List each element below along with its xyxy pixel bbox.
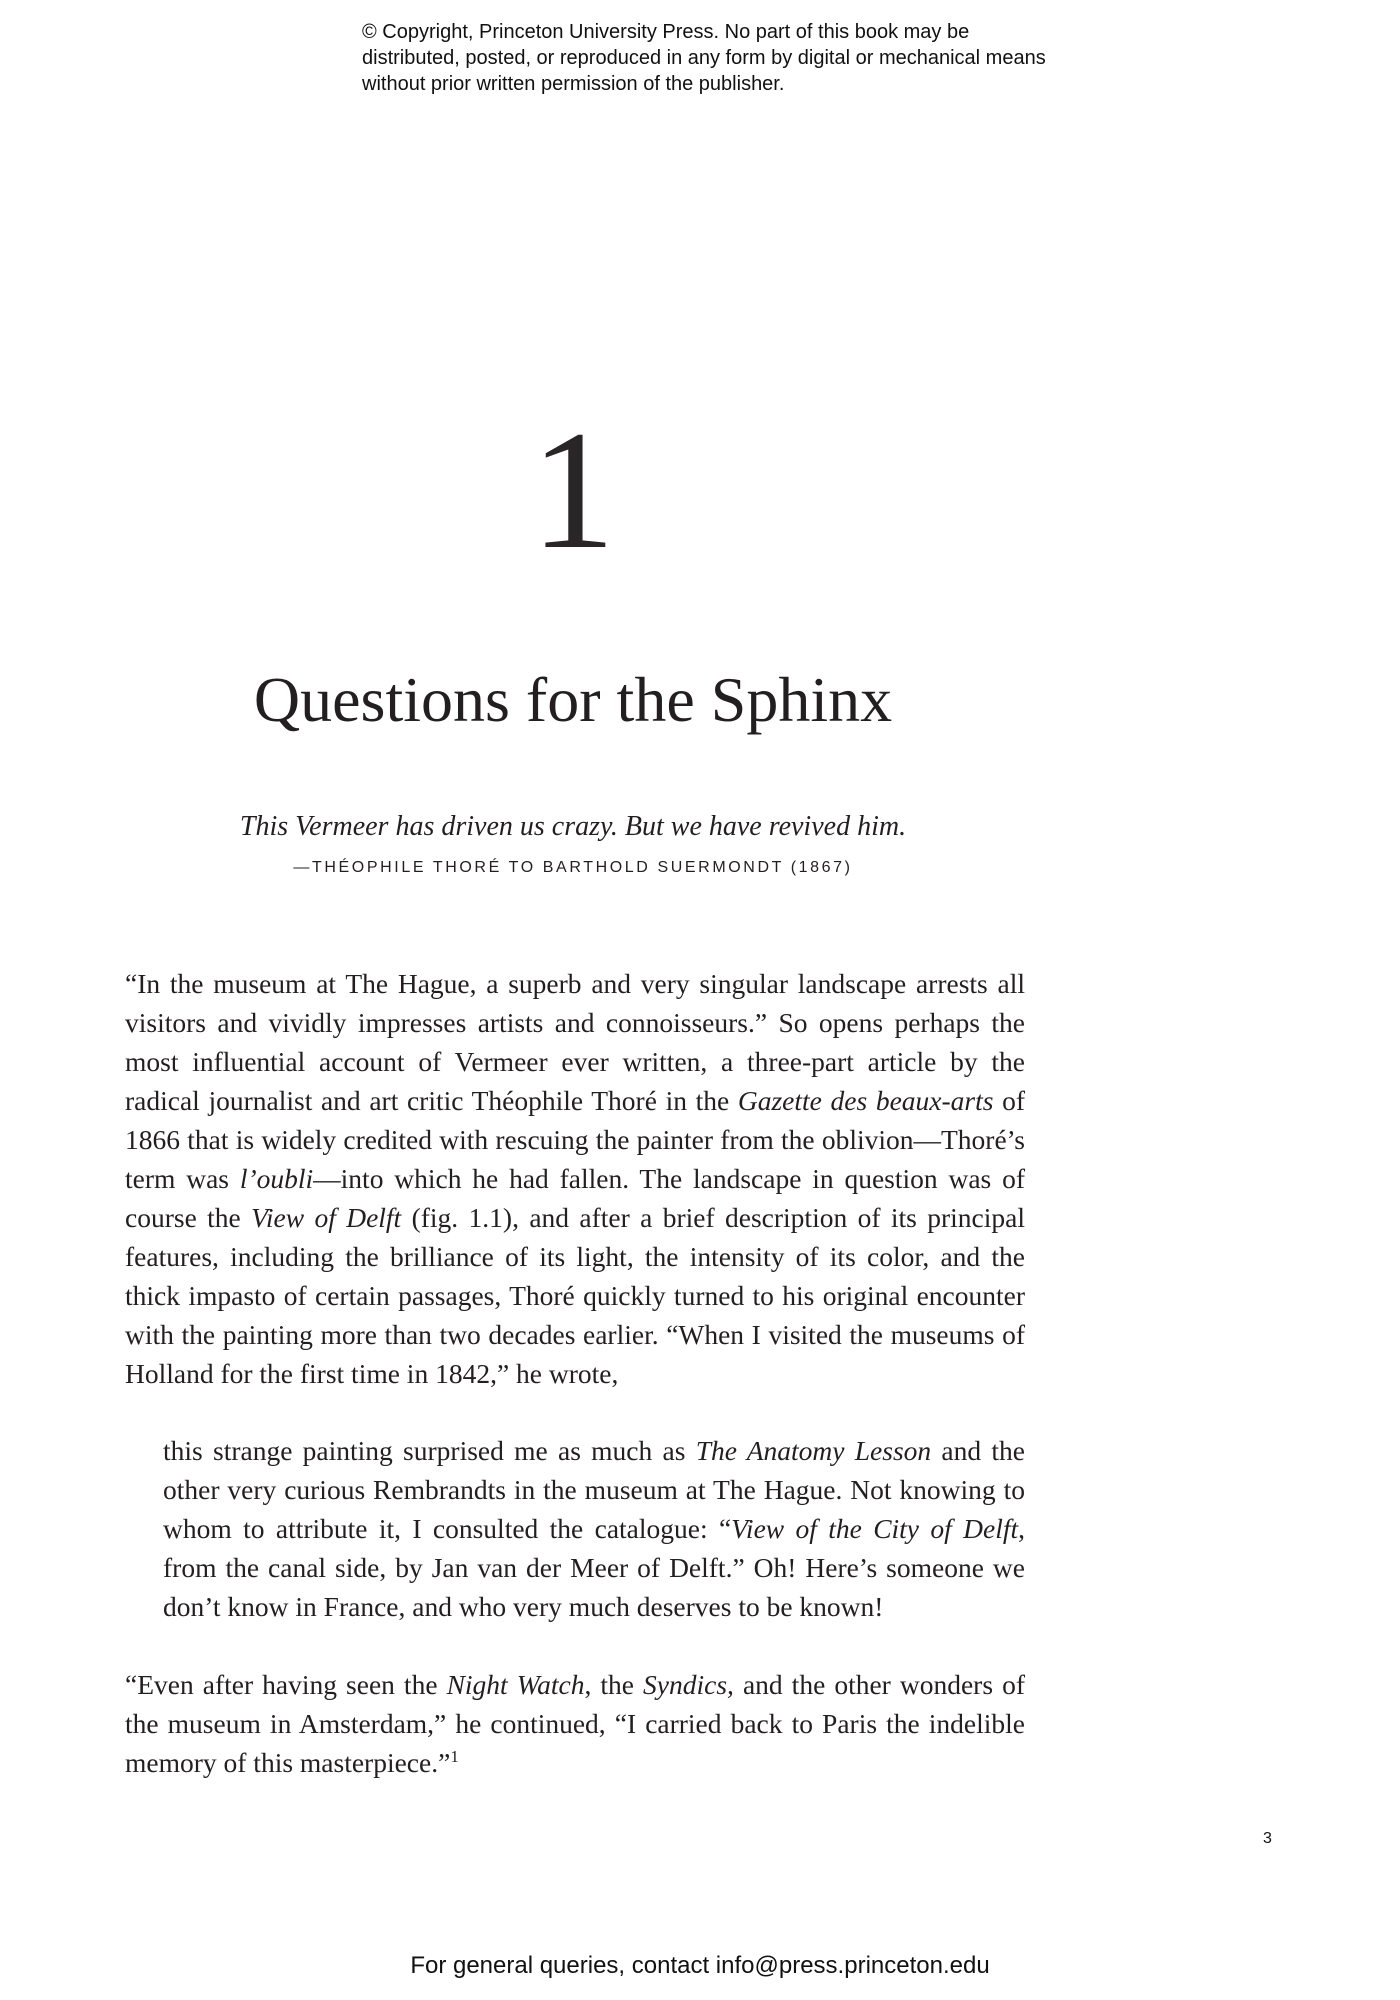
body-paragraph bbox=[125, 1665, 1025, 1782]
page-number: 3 bbox=[1263, 1830, 1272, 1847]
text-run: and the other wonders of the museum in Amsterdam,” he continued, “I carried back to Paris the indelible memory of this masterpiece.” bbox=[125, 1669, 1025, 1778]
text-run: —into which he had fallen. The landscape in question was of course the bbox=[125, 1163, 1025, 1233]
epigraph-quote: This Vermeer has driven us crazy. But we have revived him. bbox=[239, 811, 907, 842]
body-paragraph bbox=[125, 964, 1025, 1393]
text-run: (fig. 1.1), and after a brief description of its principal features, including the brilliance of its light, the intensity of its color, and the thick impasto of certain passages, Thoré quickly turned to his original encounter with the painting more than two decades earlier. “When I visited the museums of Holland for the first time in 1842,” he wrote, bbox=[125, 1202, 1025, 1389]
copyright-notice: © Copyright, Princeton University Press. No part of this book may be distributed, posted, or reproduced in any form by digital or mechanical means without prior written permission of the publisher. bbox=[362, 21, 1046, 95]
italic-title: View of the City of Delft bbox=[731, 1513, 1019, 1544]
text-run: this strange painting surprised me as much as bbox=[163, 1435, 696, 1466]
footer-contact: For general queries, contact info@press.princeton.edu bbox=[410, 1952, 990, 1979]
text-run: , from the canal side, by Jan van der Meer of Delft.” Oh! Here’s someone we don’t know in France, and who very much deserves to be known! bbox=[163, 1513, 1025, 1622]
text-run: of 1866 that is widely credited with rescuing the painter from the oblivion—Thoré’s term was bbox=[125, 1085, 1025, 1194]
italic-title: The Anatomy Lesson bbox=[695, 1435, 932, 1466]
chapter-title: Questions for the Sphinx bbox=[253, 664, 893, 735]
italic-title: View of Delft bbox=[251, 1202, 402, 1233]
text-run: and the other very curious Rembrandts in the museum at The Hague. Not knowing to whom to attribute it, I consulted the catalogue: “ bbox=[163, 1435, 1025, 1544]
epigraph bbox=[0, 807, 1146, 879]
italic-title: Gazette des beaux-arts bbox=[737, 1085, 994, 1116]
italic-title: Syndics, bbox=[643, 1669, 734, 1700]
text-run: “In the museum at The Hague, a superb and very singular landscape arrests all visitors and vividly impresses artists and connoisseurs.” So opens perhaps the most influential account of Vermeer ever written, a three-part article by the radical journalist and art critic Théophile Thoré in the bbox=[125, 968, 1025, 1116]
text-run: “Even after having seen the bbox=[125, 1669, 447, 1700]
block-quote bbox=[163, 1431, 1025, 1626]
chapter-number: 1 bbox=[530, 396, 616, 584]
footnote-reference[interactable]: 1 bbox=[450, 1746, 459, 1766]
italic-term: l’oubli bbox=[239, 1163, 314, 1194]
epigraph-attribution: —THÉOPHILE THORÉ TO BARTHOLD SUERMONDT (1867) bbox=[293, 859, 853, 876]
italic-title: Night Watch bbox=[446, 1669, 585, 1700]
text-run: , the bbox=[584, 1669, 644, 1700]
